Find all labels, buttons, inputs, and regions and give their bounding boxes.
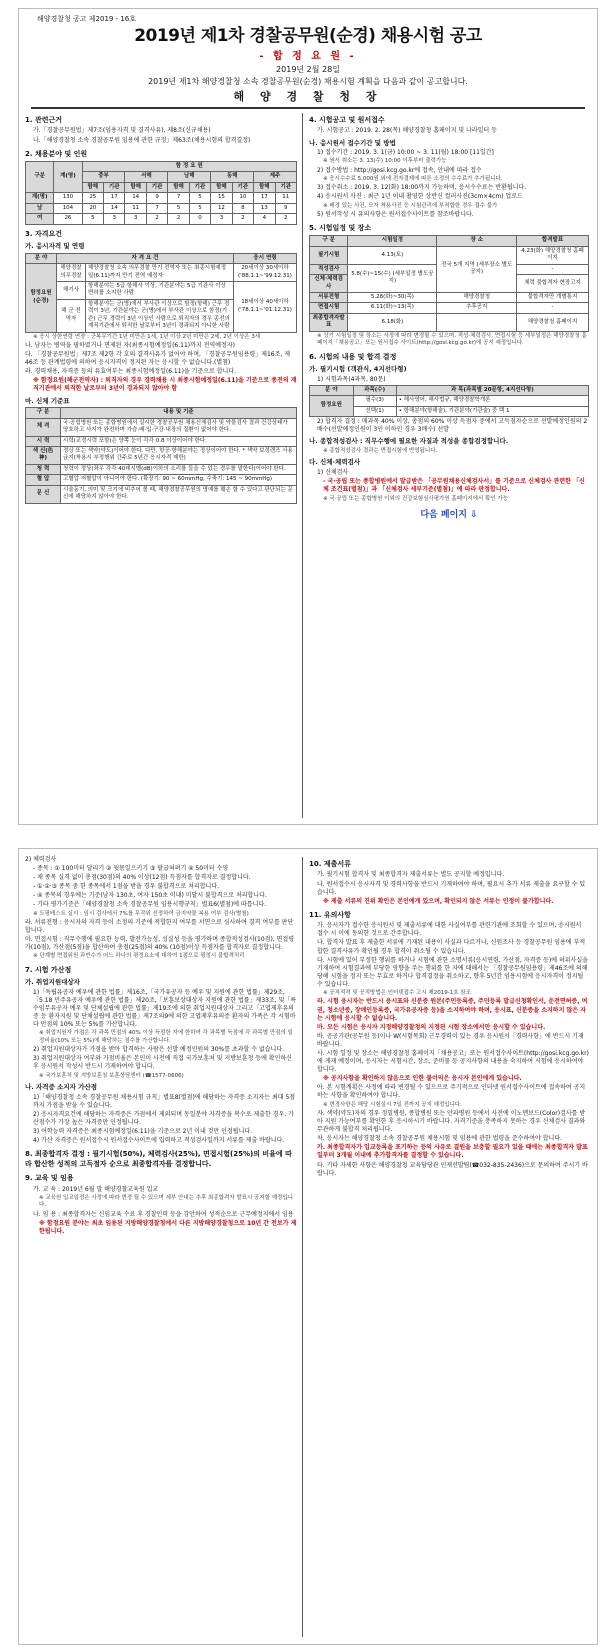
p2-item: - ①·②·③ 종목 중 한 종목에서 1점을 받을 경우 불합격으로 처리합니다. [33,883,220,891]
th: 과목(수) [353,385,396,395]
cell: 5 [82,214,103,224]
th-total: 계(명) [54,162,82,193]
cell: 17 [254,193,275,203]
cell: 11 [275,193,296,203]
table-row [26,475,297,485]
s7a-title: 가. 취업지원대상자 [25,978,80,987]
red-note: ※ 제출 서류의 진위 확인은 본인에게 있으며, 확인되지 않은 서류는 인정이 불가합니다. [323,897,554,905]
cell: 전국 5개 지역 (세부장소 별도공지) [437,246,517,292]
s3a-title: 가. 응시자격 및 연령 [25,242,85,251]
s6-item: 1) 신체검사 [317,469,349,477]
note: ※ 배경 있는 사진, 모자 착용사진 등 시험관리에 부적합한 경우 접수 불가 [323,202,498,209]
note: ※ 종합적성검사 결과는 면접시험에 반영됩니다. [323,448,438,455]
th-sub: 기관 [275,182,296,192]
cell: 20 [82,203,103,213]
section-3-title: 3. 자격요건 [25,229,63,238]
p2-item: 자. 색약(약도)자의 경우 정밀병원, 종합병원 또는 안과병원 등에서 사전에 이노맨보드(Color)검사를 받아 지원 가능여부를 확인한 후 응시하시기 바랍니다. 자격기준을 충족하지 못하는 경우 신체검사 결과와 무관하게 불합격 처리됩니다. [317,1109,586,1134]
row-label: 여 [26,214,54,224]
s3-item: 라. 경력채용, 자격증 등의 유효여부는 최종시험예정일(6.11)을 기준으로 합니다. [25,368,236,376]
cell: 시력(교정시력 포함)은 양쪽 눈이 각각 0.8 이상이어야 한다. [61,436,297,446]
cell: 13 [254,203,275,213]
p2-item: 라. 서류전형 : 응시자의 자격 등이 소정의 기준에 적합한지 여부를 서면으로 심사하여 결격 여부를 판단합니다. [25,918,294,935]
cell: 10 [232,193,253,203]
right-column [309,855,589,1640]
p2-item: 타. 기타 자세한 사항은 해양경찰청 교육담당관 인재선발팀(☎032-835-2436)으로 문의하여 주시기 바랍니다. [317,1161,588,1177]
s7b-title: 나. 자격증 소지자 가산점 [25,1083,98,1091]
th: 자 격 요 건 [57,253,234,263]
table-row [26,203,297,213]
cell: 9 [146,193,167,203]
th-sub: 함해 [254,182,275,192]
row-label: 청 력 [26,464,61,474]
cell: 4.13(토) [348,246,437,264]
cell: 항해분야는 5급 항해사 이상, 기관분야는 5급 기관사 이상 면허를 소지한 사람 [86,282,234,300]
th-region: 남해 [168,172,211,182]
red-note: - 국·공립 또는 종합병원에서 발급받은 「공무원채용신체검사서」를 기준으로 신체검사 관련한 「신체 조건표(별첨)」과 「신체검사 세부기준(별첨)」에 따라 판정합니다. [323,478,585,494]
cell: 선택(1) [353,406,396,416]
th-sub: 함해 [82,182,103,192]
p2-item: 1)「독립유공자 예우에 관한 법률」제16조,「국가유공자 등 예우 및 지원에 관한 법률」제29조,「5.18 민주유공자 예우에 관한 법률」제20조,「보훈보상대상자 지원에 관한 법률」제33조, 및「특수임무유공자 예우 및 단체설립에 관한 법률」제19조에 의한 취업지원대상자 그리고「고엽제후유의증 등 환자지원 및 단체설립에 관한 법률」제7조의9에 의한 고엽제후유의증 환자의 가족은 각 시험마다 만점의 10% 또는 5%를 가산합니다. [33,988,297,1029]
table-row [26,436,297,446]
p2-item: 3) 어학능력 자격증은 최종시험예정일(6.11)을 기준으로 2년 이내 것만 인정됩니다. [33,1128,253,1136]
row-label: 신체·체력검사 [310,275,348,293]
left-column [25,111,297,821]
row-label: 서류전형 [310,293,348,303]
row-label: 문 신 [26,485,61,503]
cell: 3 [104,214,125,224]
cell [437,313,517,331]
agency-name: 해 양 경 찰 청 장 [233,90,383,103]
p2-item: 1)「해양경찰청 소속 경찰공무원 채용시험 규칙」별표8(별첨)에 해당하는 자격증 소지자는 최대 5점까지 가점을 받을 수 있습니다. [33,1093,296,1109]
cell: 17 [104,193,125,203]
s4-item: 1) 접수기간 : 2019. 3. 1(금) 10:00 ~ 3. 11(월) 18:00 [11일간] [317,149,494,157]
cell: - [517,264,589,274]
table-row [26,282,297,300]
cell: 104 [54,203,82,213]
th-region: 제주 [254,172,297,182]
recruit-table [25,161,297,225]
th-sub: 기관 [104,182,125,192]
th-sub: 기관 [232,182,253,192]
note: ※ 교육원 입교일정은 사정에 따라 변경 될 수 있으며 세부 안내는 추후 최종합격자 발표시 공지할 예정입니다. [39,1194,293,1209]
cell: 항해분야는 군(병)에서 부사관 이상으로 함정(항해) 근무 경력이 3년, 기관분야는 군(병)에서 부사관 이상으로 함정(기관) 근무 경력이 3년 이상인 사람으로 퇴직자의 경우 종전의 재직기관에서 퇴직한 날로부터 3년이 경과되지 아니한 사람 [86,299,234,332]
cell: • 항해분야(항해술), 기관분야(기관술) 중 택 1 [396,406,588,416]
s4-item: 가. 시험공고 : 2019. 2. 28(목) 해양경찰청 홈페이지 및 나라일터 등 [317,127,497,135]
p2-item: 차. 응시자는 해양경찰청 소속 경찰공무원 채용시험 및 임용에 관한 법령을 준수하여야 합니다. [317,1135,563,1143]
subject-table [309,385,589,417]
th-region: 서해 [125,172,168,182]
section-7-title: 7. 시험 가산점 [25,965,72,974]
note: ※ 변경사항은 해당 시험실시 7일 전까지 공지 예정입니다. [323,1101,462,1108]
cell: 18세이상 40세이하 ('78.1.1~'01.12.31) [234,282,297,333]
table-row [26,485,297,503]
p2-item: 나. 합격자 발표 후 제출한 서류에 기재된 내용이 사실과 다르거나, 신원조사 등 경찰공무원 임용에 부적합한 결격사유가 확인될 경우 합격이 취소될 수 있습니다. [317,939,586,955]
s6c-title: 다. 신체·체력검사 [309,458,361,467]
p2-item: 2) 취업지원대상자가 가점을 받아 합격하는 사람은 선발 예정인원의 30%를 초과할 수 없습니다. [33,1046,285,1054]
p2-item: 3) 취업지원대상자 여부와 가점비율은 본인이 사전에 직접 국가보훈처 및 지방보훈청 등에 확인하신 후 응시원서 작성시 반드시 기재하여야 합니다. [33,1055,292,1071]
cell: 시술동기, 의미 및 크기에 비추어 볼 때, 해양경찰공무원의 명예를 훼손 할 수 있다고 판단되는 문신에 해당하지 않아야 한다. [61,485,297,503]
s6-item: 2) 합격자 결정 : 매과목 40% 이상, 총점의 60% 이상 득점자 중에서 고득점자순으로 선발예정인원의 2배수(선발예정인원이 3인 이하인 경우 3배수) 선발 [317,418,588,434]
cell: 25 [82,193,103,203]
row-label: 체 격 [26,418,61,436]
note: ※ 상기 시험일정 및 장소는 사정에 따라 변경될 수 있으며, 적성·체력검사, 면접시험 등 세부일정은 해양경찰청 홈페이지「채용공고」또는 원서접수 사이트(http://gosi.kcg.go.kr)에 공지 예정입니다. [317,332,587,347]
note: ※ 국가보훈처 및 지방보훈청 보훈상담센터 (☎1577-0606) [39,1072,184,1079]
th: 시험일정 [348,236,437,246]
note: ※ 응시수수료 5,000원 외에 전자결제에 따른 소정의 수수료가 추가됩니다. [323,175,503,182]
red-note: ※ 함정요원(해군전역자) : 퇴직자의 경우 경력채용 시 최종시험예정일(6.11)을 기준으로 종전의 재직기관에서 퇴직한 날로부터 3년이 경과되지 않아야 함 [33,377,297,393]
notice-intro: 2019년 제1차 해양경찰청 소속 경찰공무원(순경) 채용시험 계획을 다음과 같이 공고합니다. [148,77,468,86]
cell: 6.18(화) [348,313,437,331]
p2-item: 사. 시험 일정 및 장소는 해양경찰청 홈페이지「채용공고」또는 원서접수사이트(http://gosi.kcg.go.kr)에 게재 예정이며, 응시자는 시험시간, 장소, 준비물 등 공지사항의 내용을 숙지하여 시험에 응시하여야 합니다. [317,1049,589,1074]
table-row [26,418,297,436]
notice-date: 2019년 2월 28일 [276,65,340,74]
th: 구 분 [310,236,348,246]
table-row [26,193,297,203]
row-label: 남 [26,203,54,213]
th: 응시 연령 [234,253,297,263]
notice-title: 2019년 제1차 경찰공무원(순경) 채용시험 공고 [134,26,482,46]
th: 합격발표 [517,236,589,246]
section-1-title: 1. 관련근거 [25,116,63,124]
th: 과 목(과목별 20문항, 4지선다형) [396,385,588,395]
red-note: ※ 함정요원 분야는 최초 임용된 지방해양경찰청에서 다른 지방해양경찰청으로 10년 간 전보가 제한됩니다. [39,1219,297,1235]
section-5-title: 5. 시험일정 및 장소 [309,224,372,233]
note: ※ 취업지원자 가점은 각 과목 만점의 40% 이상 득점한 자에 한하여 각 과목별 득점에 각 과목별 만점의 일정비율(10% 또는 5%)에 해당하는 점수를 가산합니다. [39,1030,293,1044]
th-sub: 함해 [211,182,232,192]
note: ※ 단계별 면접위원 과반수가 어느 하나의 평정요소에 대하여 1점으로 평정시 불합격처리 [33,953,245,960]
th: 장 소 [437,236,517,246]
row-label: 적성검사 [310,264,348,274]
cell: 3 [125,214,146,224]
cell: 정상 또는 색약(약도)이어야 한다. 다만, 항공·항해분야는 정상이어야 한다. * 색약 보정렌즈 사용금지(착용시 부정행위 간주로 5년간 응시자격 제한) [61,447,297,465]
note: ※ 공직적격 및 공직방법은 인터넷접수 고시 제2019-1호 참조 [323,990,471,996]
cell: 2 [275,214,296,224]
s3-item: 나. 남자는 병역을 필하였거나 면제된 자(최종시험예정일(6.11)까지 전역예정자) [25,342,235,350]
table-row [26,214,297,224]
cell: 12 [211,203,232,213]
table-row [26,447,297,465]
s1-item: 나.「해양경찰청 소속 경찰공무원 임용에 관한 규정」제63조(채용시험의 합격결정) [33,136,251,144]
cell: 7 [146,203,167,213]
p2-item: 가. 교 육 : 2019년 6월 말 해양경찰교육원 입교 [33,1185,159,1193]
p2-item: 가. 필기시험 합격자 및 최종합격자 제출서류는 별도 공지할 예정입니다. [317,871,505,879]
p2-item: - 채 종목 실격 없이 총점(30점)의 40% 이상(12점) 득점자를 합격자로 결정합니다. [33,874,251,882]
s4-item: 5) 원서작성 시 유의사항은 원서접수사이트를 참조바랍니다. [317,210,474,218]
table-row [310,246,589,264]
row-label: 시 력 [26,436,61,446]
row-label: 계(명) [26,193,54,203]
th-sub: 함해 [125,182,146,192]
cell: 5.28(화)~30(목) [348,293,437,303]
cell: 20세이상 30세이하 ('88.1.1~'99.12.31) [234,264,297,282]
notice-page-1 [18,8,598,825]
cell: 2 [232,214,253,224]
p2-item: 가. 응시자가 접수한 응시원서 및 제출서류에 대한 사실여부를 관련기관에 조회할 수 있으며, 응시원서 접수 시 이에 동의한 것으로 간주합니다. [317,922,582,938]
cell: 해양경찰청 소속 의무경찰 만기 전역자 또는 최종시험예정일(6.11)까지 만기 전역 예정자 [86,264,234,282]
p2-item: - 기타 평가기준은「해양경찰청 소속 경찰공무원 임용시행규칙」별표6(별첨)에 따릅니다. [33,901,267,909]
section-6-title: 6. 시험의 내용 및 합격 결정 [309,352,397,361]
p2-item: 2) 응시자격요건에 해당하는 자격증은 가점에서 제외되며 동일분야 자격증을 복수로 제출한 경우, 가산점수가 가장 높은 자격증만 인정됩니다. [33,1110,294,1127]
th-region: 중부 [82,172,125,182]
p2-item: 아. 본 시험계획은 사정에 따라 변경될 수 있으므로 주기적으로 인터넷 원서접수사이트에 접속하여 공지하는 사항을 확인하여야 합니다. [317,1084,586,1100]
cell: 2 [168,214,189,224]
notice-subtitle: - 합 정 요 원 - [259,51,357,62]
note: ※ 국·공립 또는 종합병원 이외의 건강보험심사평가원 홈페이지에서 확인 가능 [323,495,509,502]
eligibility-table [25,253,297,333]
th-region: 동해 [211,172,254,182]
section-9-title: 9. 교육 및 임용 [25,1174,74,1183]
p2-item: 4) 가산 자격증은 원서접수시 원서접수사이트에 입력하고 적성검사일까지 서류를 제출 바랍니다. [33,1137,285,1145]
body-standard-table [25,407,297,503]
section-2-title: 2. 채용분야 및 인원 [25,149,88,158]
red-note: ※ 공지사항을 확인하지 않음으로 인한 불이익은 응시자 본인에게 있습니다. [323,1075,522,1083]
column-divider [302,113,303,818]
th-sub: 함해 [168,182,189,192]
cell: 15 [211,193,232,203]
column-divider [302,857,303,1637]
cell: 국·공립병원 또는 종합병원에서 실시한 경찰공무원 채용신체검사 및 약물검사 결과 건강상태가 양호하고 사지가 완전하며 가슴·배·입·구강·내장의 질환이 없어야 한다. [61,418,297,436]
note: ※ 응시 상한연령 연장 : 군복무기간 1년 미만은 1세, 1년 이상 2년 미만은 2세, 2년 이상은 3세 [33,333,261,340]
row-label: 최종합격자발표 [310,313,348,331]
cell: 5 [189,203,210,213]
p2-item: 마. 면접시험 : 직무수행에 필요한 능력, 발전가능성, 성실성 등을 평가하며 종합적성검사(10점), 면접평가(10점), 가산점(5점)을 합산하여 총점(25점)의 40% (10점)이상 득점자를 합격자로 결정합니다. [25,936,294,952]
table-row [26,264,297,282]
s3b-title: 마. 신체 기준표 [25,396,70,405]
cell: 26 [54,214,82,224]
cell: 0 [189,214,210,224]
cell: 6.11(화)~13(목) [348,303,437,313]
note: ※ 도핑테스트 실시 : 임시 검사에서 7%를 무작위 선정하여 금지약물 복용 여부 검사(별첨) [33,910,249,917]
cell: 체력 불합격자 현장고지 [517,275,589,293]
cell: 4.23(화) 해양경찰청 홈페이지 [517,246,589,264]
table-row [310,313,589,331]
p2-item: 바. 공공기관(공무원 등)이나 W(시험목회) 근무경력이 있는 경우 응시원서「경력사항」에 반드시 기재바랍니다. [317,1032,584,1048]
th-group: 구분 [26,162,54,193]
row-label: 필기시험 [310,246,348,264]
th-sub: 기관 [189,182,210,192]
s4b-title: 나. 응시원서 접수기간 및 방법 [309,138,396,147]
cell: 해기사 [57,282,86,300]
cell: 130 [54,193,82,203]
cell: • 해사영어, 해사법규, 해양경찰학개론 [396,396,588,406]
red-note: 라. 시험 응시자는 반드시 응시표와 신분증 원본(주민등록증, 주민등록 발급신청확인서, 운전면허증, 여권, 청소년증, 장애인등록증, 국가유공자증 등)을 소지하여야 하며, 응시표, 신분증을 소지하지 않은 자는 시험에 응시할 수 없습니다. [317,998,588,1022]
cell: 5.8(수)~15(수) (세부일정 별도공지) [348,264,437,292]
cell: 해양경찰청 홈페이지 [517,313,589,331]
cell: 7 [168,193,189,203]
cell: 5 [168,203,189,213]
cell: 해양경찰청 [437,293,517,303]
title-divider [31,107,585,109]
row-label: 색 신(色 神) [26,447,61,465]
cell: 해양경찰 의무경찰 [57,264,86,282]
left-column [25,855,297,1640]
section-11-title: 11. 유의사항 [309,910,351,919]
right-column [309,111,589,821]
table-row [26,464,297,474]
th: 구 분 [26,408,61,418]
s1-item: 가.「경찰공무원법」제7조(임용자격 및 결격사유), 제8조(신규채용) [33,127,211,135]
table-row [310,293,589,303]
cell: 청력이 정상(좌우 각각 40데시벨(dB)이하의 소리를 들을 수 있는 경우를 말한다)이어야 한다. [61,464,297,474]
p2-item: 나. 임 용 : 최종합격자는 신임교육 수료 후 경찰인력 등을 감안하여 성적순으로 근무예정지에서 임용 [33,1210,294,1218]
cell: 8 [232,203,253,213]
cell: 2 [146,214,167,224]
next-page-link[interactable]: 다음 페이지 ⇩ [420,509,478,520]
section-8-title: 8. 최종합격자 결정 : 필기시험(50%), 체력검사(25%), 면접시험(25%)의 비율에 따라 합산한 성적의 고득점자 순으로 최종합격자를 결정합니다. [25,1150,292,1168]
cell: 14 [104,203,125,213]
row-label: 면접시험 [310,303,348,313]
cell: 9 [275,203,296,213]
note: ※ 원서 취소는 3. 13(수) 10:00 이후부터 출력가능 [323,158,447,165]
red-note: 카. 최종합격자가 입교등록을 포기하는 등의 사유로 결원을 보충할 필요가 있을 때에는 최종합격자 발표일부터 3개월 이내에 추가합격자를 결정할 수 있습니다. [317,1144,588,1160]
cell: 4 [254,214,275,224]
table-row [310,303,589,313]
row-label: 함정요원 [310,396,354,417]
section-10-title: 10. 제출서류 [309,860,351,868]
cell: 11 [125,203,146,213]
section-4-title: 4. 시험공고 및 원서접수 [309,116,385,124]
p2-item: 다. 시험에 있어 부정한 행위를 하거나 시험에 관한 소명서류(응시연령, 가산점, 자격증 등)에 허위사실을 기재하여 시험결과에 부당한 영향을 주는 행위를 한 자에 대해서는 「경찰공무원임용령」제46조에 의해 당해 시험을 정지 또는 무효로 하거나 합격결정을 취소하고, 향후 5년간 임용시험에 응시자격이 정지될 수 있습니다. [317,956,588,988]
s4-item: 4) 응시원서 사진 : 최근 1년 이내 촬영한 상반신 컬러사진(3cm×4cm) 업로드 [317,193,523,201]
th: 분 야 [26,253,57,263]
cell: 필수(3) [353,396,396,406]
cell: 5 [189,193,210,203]
s4-item: 2) 접수방법 : http://gosi.kcg.go.kr에 접속, 안내에 따라 접수 [317,166,482,174]
cell: 고혈압·저혈압이 아니어야 한다. (확장기: 90 ~ 60mmHg, 수축기: 145 ~ 90mmHg) [61,475,297,485]
cell: - [517,303,589,313]
s6a-title: 가. 필기시험 (객관식, 4지선다형) [309,364,407,373]
p2-item: - ④ 종목의 경우에는 기준(남자 130초, 여자 150초 이내) 미달시 불합격으로 처리합니다. [33,892,267,900]
cell: 14 [125,193,146,203]
s6-item: 1) 시험과목(4과목, 80문) [317,375,386,383]
table-row [310,396,589,406]
s3-item: 다. 「경찰공무원법」제7조 제2항 각 호의 결격사유가 없어야 하며, 「경찰공무원임용령」제16조, 제46조 등 관계법령에 의하여 응시자격이 정지된 자는 응시할 수 없습니다.(별첨) [25,351,291,367]
cell: 추후공지 [437,303,517,313]
p2-item: - 종목 : ① 100미터 달리기 ② 윗몸일으키기 ③ 팔굽혀펴기 ④ 50미터 수영 [33,865,229,873]
s6b-title: 나. 종합적성검사 : 직무수행에 필요한 자질과 적성을 종합검정합니다. [309,437,509,446]
th: 분 야 [310,385,354,395]
schedule-table [309,235,589,331]
p2-item: 나. 원서접수시 응시자격 및 경력사항을 반드시 기재하여야 하며, 필요시 추가 서류 제출을 요구할 수 있습니다. [317,880,586,896]
cell: 3 [211,214,232,224]
field-cell: 함정요원(순경) [26,264,57,332]
th: 내용 및 기준 [61,408,297,418]
th-sub: 기관 [146,182,167,192]
s4-item: 3) 접수취소 : 2019. 3. 12(화) 18:00까지 가능하며, 응시수수료는 반환됩니다. [317,184,527,192]
notice-page-2 [18,848,598,1645]
notice-number: 해양경찰청 공고 제2019 - 16호 [37,15,137,23]
p2-item: 2) 체력검사 [25,856,57,863]
red-note: 마. 모든 시험은 응시자 지정해양경찰청의 지정된 시험 장소에서만 응시할 수 있습니다. [317,1023,546,1031]
cell: 해 군 전역자 [57,299,86,332]
th-area: 함 정 요 원 [82,162,296,172]
row-label: 혈 압 [26,475,61,485]
cell: 불합격자만 개별통지 [517,293,589,303]
